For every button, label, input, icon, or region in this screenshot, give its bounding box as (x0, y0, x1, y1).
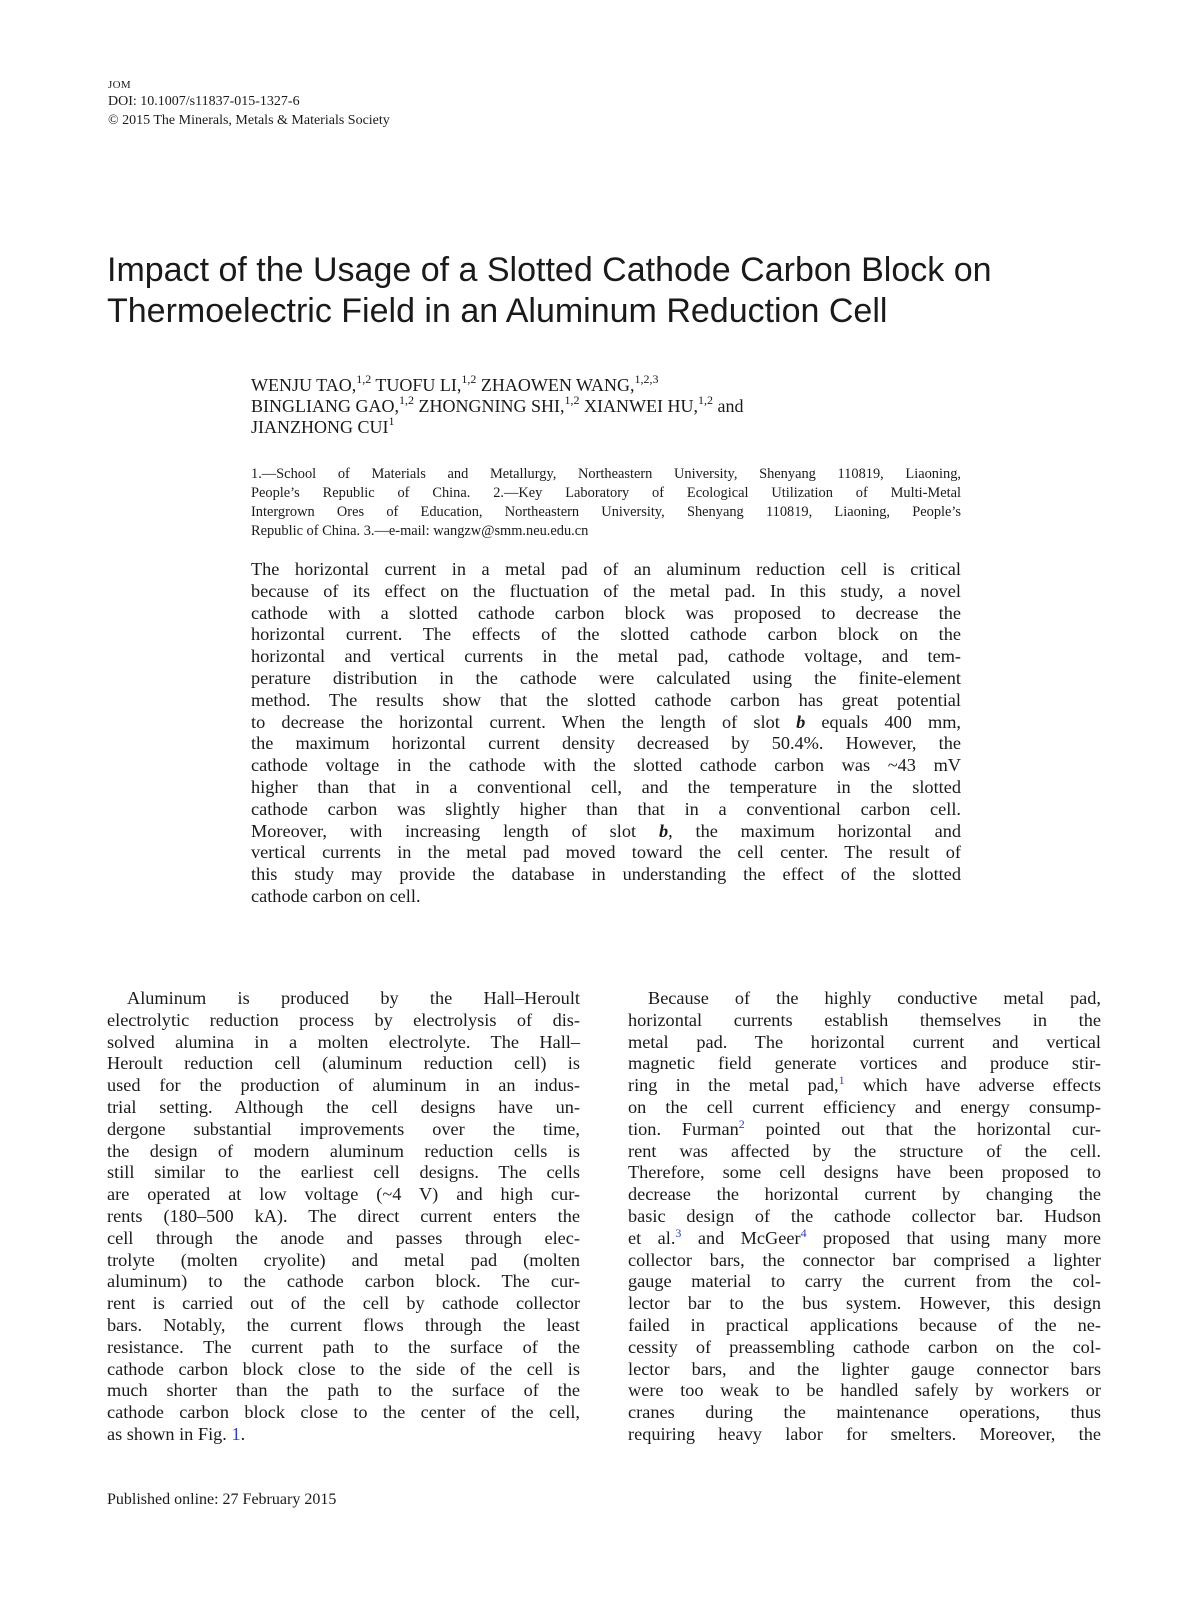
abstract-line: vertical currents in the metal pad moved toward the cell center. The result of (251, 842, 961, 863)
body-line: requiring heavy labor for smelters. Moreover, the (628, 1423, 1101, 1444)
slot-variable: b (658, 820, 669, 841)
author-list (251, 372, 971, 438)
body-line: failed in practical applications because of the ne- (628, 1314, 1101, 1335)
body-line (628, 1225, 1102, 1250)
abstract-line: horizontal and vertical currents in the metal pad, cathode voltage, and tem- (251, 646, 961, 667)
body-line (628, 1116, 1102, 1141)
slot-variable: b (796, 711, 806, 732)
body-line: cell through the anode and passes through elec- (107, 1227, 580, 1248)
body-line: magnetic field generate vortices and produce stir- (628, 1053, 1101, 1074)
body-line: still similar to the earliest cell designs. The cells (107, 1162, 580, 1183)
affiliation-line: Republic of China. 3.—e-mail: wangzw@smm.neu.edu.cn (251, 523, 589, 539)
body-text: as shown in Fig. (107, 1423, 232, 1444)
abstract-text: Moreover, with increasing length of slot (251, 820, 659, 841)
body-line: the design of modern aluminum reduction cells is (107, 1140, 580, 1161)
abstract-line (251, 712, 961, 734)
body-line: lector bars, and the lighter gauge connector bars (628, 1358, 1101, 1379)
body-line: bars. Notably, the current flows through the least (107, 1314, 580, 1335)
abstract-line: higher than that in a conventional cell, and the temperature in the slotted (251, 776, 961, 797)
body-line: solved alumina in a molten electrolyte. The Hall– (107, 1031, 580, 1052)
affiliations (251, 465, 961, 541)
body-line: rent was affected by the structure of the cell. (628, 1140, 1101, 1161)
abstract-line: this study may provide the database in understanding the effect of the slotted (251, 864, 961, 885)
body-line: were too weak to be handled safely by workers or (628, 1380, 1101, 1401)
body-line: rents (180–500 kA). The direct current enters the (107, 1205, 580, 1226)
abstract-line (251, 821, 961, 843)
abstract-text: , the maximum horizontal and (668, 820, 961, 841)
body-line: much shorter than the path to the surface of the (107, 1380, 580, 1401)
author-name: ZHONGNING SHI, (413, 396, 565, 416)
body-line: decrease the horizontal current by changing the (628, 1184, 1101, 1205)
abstract-line: perature distribution in the cathode were calculated using the finite-element (251, 667, 961, 688)
abstract-text: to decrease the horizontal current. When the length of slot (251, 711, 797, 732)
body-line: trolyte (molten cryolite) and metal pad (molten (107, 1249, 580, 1270)
body-line: are operated at low voltage (~4 V) and high cur- (107, 1184, 580, 1205)
body-text: and McGeer (681, 1227, 801, 1248)
journal-name: JOM (108, 79, 131, 91)
reference-link[interactable]: 2 (738, 1116, 745, 1131)
author-name: JIANZHONG CUI (251, 417, 389, 437)
author-name: ZHAOWEN WANG, (476, 375, 635, 395)
abstract-line: cathode voltage in the cathode with the slotted cathode carbon was ~43 mV (251, 755, 961, 776)
author-affiliation-mark: 1,2,3 (634, 372, 659, 386)
author-affiliation-mark: 1,2 (564, 393, 580, 407)
body-line: cathode carbon block close to the side of the cell is (107, 1358, 580, 1379)
affiliation-line: 1.—School of Materials and Metallurgy, Northeastern University, Shenyang 110819, Liaoning, (251, 466, 961, 482)
body-line: rent is carried out of the cell by cathode collector (107, 1293, 580, 1314)
reference-link[interactable]: 3 (675, 1225, 682, 1240)
abstract-line: horizontal current. The effects of the slotted cathode carbon block on the (251, 624, 961, 645)
body-text: et al. (628, 1227, 676, 1248)
body-column-right (628, 988, 1101, 1446)
body-line: resistance. The current path to the surface of the (107, 1336, 580, 1357)
abstract-line: cathode with a slotted cathode carbon block was proposed to decrease the (251, 602, 961, 623)
body-line: lector bar to the bus system. However, this design (628, 1293, 1101, 1314)
author-affiliation-mark: 1 (388, 414, 395, 428)
body-line: horizontal currents establish themselves in the (628, 1009, 1101, 1030)
author-conjunction: and (712, 396, 744, 416)
body-line: collector bars, the connector bar comprised a lighter (628, 1249, 1101, 1270)
abstract-line: the maximum horizontal current density decreased by 50.4%. However, the (251, 733, 961, 754)
abstract-line: cathode carbon was slightly higher than that in a conventional carbon cell. (251, 798, 961, 819)
body-line: gauge material to carry the current from the col- (628, 1271, 1101, 1292)
figure-link[interactable]: 1 (231, 1423, 241, 1444)
author-line (251, 414, 971, 438)
body-text: . (240, 1423, 246, 1444)
body-line: cranes during the maintenance operations, thus (628, 1402, 1101, 1423)
body-line: cessity of preassembling cathode carbon on the col- (628, 1336, 1101, 1357)
body-line: Therefore, some cell designs have been proposed to (628, 1162, 1101, 1183)
author-name: BINGLIANG GAO, (251, 396, 399, 416)
abstract (251, 559, 961, 908)
body-line: Aluminum is produced by the Hall–Heroult (127, 988, 580, 1008)
affiliation-line: Intergrown Ores of Education, Northeastern University, Shenyang 110819, Liaoning, People’s (251, 504, 961, 520)
abstract-line: cathode carbon on cell. (251, 885, 421, 906)
copyright: © 2015 The Minerals, Metals & Materials Society (108, 113, 390, 128)
body-line (107, 1424, 580, 1446)
abstract-line: The horizontal current in a metal pad of an aluminum reduction cell is critical (251, 559, 961, 579)
body-column-left (107, 988, 580, 1446)
body-line: Heroult reduction cell (aluminum reduction cell) is (107, 1053, 580, 1074)
body-line: dergone substantial improvements over the time, (107, 1118, 580, 1139)
author-name: WENJU TAO, (251, 375, 357, 395)
abstract-text: equals 400 mm, (805, 711, 961, 732)
body-line: basic design of the cathode collector bar. Hudson (628, 1205, 1101, 1226)
doi: DOI: 10.1007/s11837-015-1327-6 (108, 94, 300, 109)
author-affiliation-mark: 1,2 (461, 372, 477, 386)
author-affiliation-mark: 1,2 (398, 393, 414, 407)
author-affiliation-mark: 1,2 (356, 372, 372, 386)
body-line (628, 1075, 1101, 1097)
reference-link[interactable]: 4 (800, 1225, 807, 1240)
body-line: aluminum) to the cathode carbon block. The cur- (107, 1271, 580, 1292)
body-line: cathode carbon block close to the center of the cell, (107, 1402, 580, 1423)
title-line-1: Impact of the Usage of a Slotted Cathode Carbon Block on (107, 251, 992, 289)
body-line: trial setting. Although the cell designs have un- (107, 1096, 580, 1117)
abstract-line: because of its effect on the fluctuation of the metal pad. In this study, a novel (251, 580, 961, 601)
author-name: TUOFU LI, (371, 375, 462, 395)
author-name: XIANWEI HU, (579, 396, 698, 416)
author-line (251, 393, 971, 417)
reference-link[interactable]: 1 (838, 1073, 845, 1088)
body-line: on the cell current efficiency and energy consump- (628, 1096, 1101, 1117)
body-text: pointed out that the horizontal cur- (744, 1118, 1102, 1139)
author-affiliation-mark: 1,2 (697, 393, 713, 407)
journal-header (108, 78, 708, 130)
published-date: Published online: 27 February 2015 (107, 1491, 337, 1508)
paper-title (107, 250, 1107, 332)
affiliation-line: People’s Republic of China. 2.—Key Laboratory of Ecological Utilization of Multi-Metal (251, 485, 961, 501)
body-line: used for the production of aluminum in an indus- (107, 1075, 580, 1096)
body-text: tion. Furman (628, 1118, 739, 1139)
title-line-2: Thermoelectric Field in an Aluminum Reduction Cell (107, 292, 888, 330)
body-line: metal pad. The horizontal current and vertical (628, 1031, 1101, 1052)
abstract-line: method. The results show that the slotted cathode carbon has great potential (251, 689, 961, 710)
body-line: electrolytic reduction process by electrolysis of dis- (107, 1009, 580, 1030)
body-text: proposed that using many more (806, 1227, 1102, 1248)
body-text: ring in the metal pad, (628, 1075, 839, 1096)
body-line: Because of the highly conductive metal pad, (648, 988, 1101, 1008)
body-text: which have adverse effects (844, 1075, 1101, 1096)
author-line (251, 372, 971, 396)
